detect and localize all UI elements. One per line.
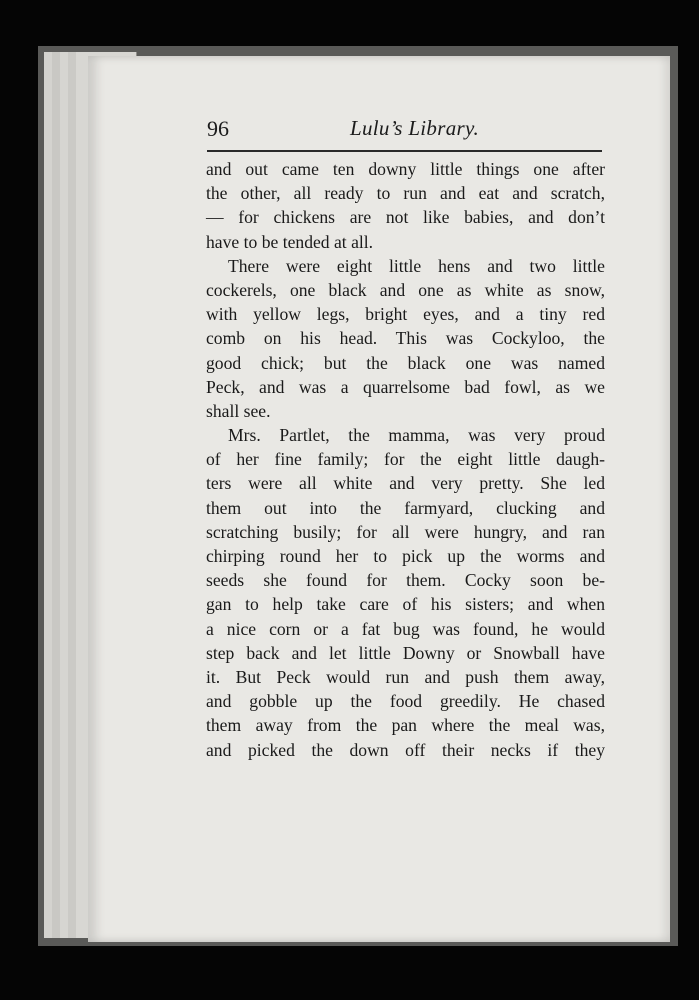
text-line: of her fine family; for the eight little daugh- <box>206 449 605 470</box>
text-line: good chick; but the black one was named <box>206 352 605 373</box>
text-line: step back and let little Downy or Snowball have <box>206 642 605 663</box>
body-text <box>206 157 605 762</box>
text-line: seeds she found for them. Cocky soon be- <box>206 570 605 591</box>
text-line: it. But Peck would run and push them away, <box>206 666 605 687</box>
text-line: There were eight little hens and two little <box>228 255 605 276</box>
text-line: gan to help take care of his sisters; and when <box>206 594 605 615</box>
text-line: them out into the farmyard, clucking and <box>206 497 605 518</box>
text-line: Mrs. Partlet, the mamma, was very proud <box>228 425 605 446</box>
running-title: Lulu’s Library. <box>350 116 479 140</box>
page-header <box>207 114 602 146</box>
text-line: with yellow legs, bright eyes, and a tiny red <box>206 304 605 325</box>
text-line: ters were all white and very pretty. She led <box>206 473 605 494</box>
text-line: chirping round her to pick up the worms and <box>206 546 605 566</box>
text-line: a nice corn or a fat bug was found, he would <box>206 618 605 639</box>
text-line: scratching busily; for all were hungry, and ran <box>206 521 605 542</box>
text-line: shall see. <box>206 400 271 421</box>
text-line: have to be tended at all. <box>206 231 374 252</box>
text-line: Peck, and was a quarrelsome bad fowl, as we <box>206 376 605 397</box>
text-line: the other, all ready to run and eat and scratch, <box>206 183 605 204</box>
text-line: them away from the pan where the meal was, <box>206 715 605 736</box>
text-line: and gobble up the food greedily. He chased <box>206 691 605 712</box>
page-number: 96 <box>207 116 229 141</box>
text-line: cockerels, one black and one as white as snow, <box>206 279 605 300</box>
text-line: and picked the down off their necks if they <box>206 739 605 760</box>
text-line: — for chickens are not like babies, and don’t <box>206 207 605 228</box>
text-line: and out came ten downy little things one after <box>206 159 605 179</box>
header-rule <box>207 150 602 152</box>
text-line: comb on his head. This was Cockyloo, the <box>206 328 605 349</box>
